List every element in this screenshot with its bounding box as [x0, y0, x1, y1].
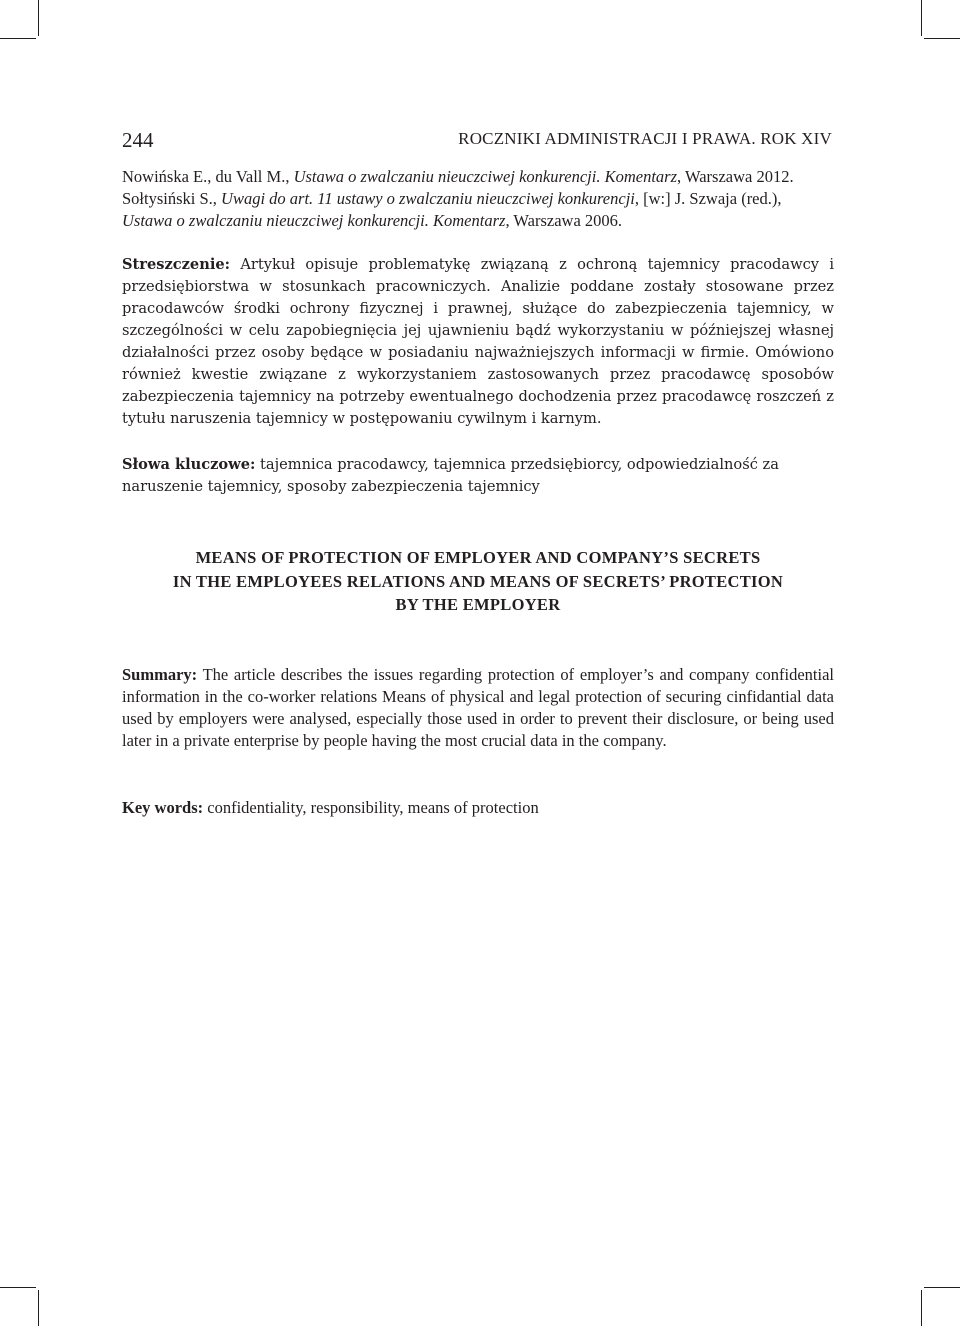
title-line: IN THE EMPLOYEES RELATIONS AND MEANS OF SECRETS’ PROTECTION: [172, 571, 784, 591]
reference-item: [122, 166, 834, 188]
crop-mark: [38, 0, 39, 36]
keywords-polish: [122, 454, 834, 498]
reference-text: Nowińska E., du Vall M.,: [122, 167, 294, 186]
reference-text: , Warszawa 2006.: [505, 211, 623, 230]
key-words-label: Key words:: [122, 798, 204, 817]
abstract-text: Artykuł opisuje problematykę związaną z ochroną tajemnicy pracodawcy i przedsiębiorstwa w stosunkach pracowniczych. Analizie poddane zostały stosowane przez pracodawców środki ochrony fizycznej i prawnej, służące do zabezpieczenia tajemnicy, w szczególności w celu zapobiegnięcia jej ujawnieniu bądź wykorzystaniu w późniejszej własnej działalności przez osoby będące w posiadaniu najważniejszych informacji w firmie. Omówiono również kwestie związane z wykorzystaniem zastosowanych przez pracodawcę sposobów zabezpieczenia tajemnicy na potrzeby ewentualnego dochodzenia przez pracodawcę roszczeń z tytułu naruszenia tajemnicy w postępowaniu cywilnym i karnym.: [122, 256, 835, 427]
reference-item: [122, 188, 834, 232]
page-number: 244: [122, 128, 154, 152]
reference-text: Sołtysiński S.,: [122, 189, 222, 208]
crop-mark: [921, 1290, 922, 1326]
crop-mark: [924, 1287, 960, 1288]
reference-title: Ustawa o zwalczaniu nieuczciwej konkurencji. Komentarz: [293, 167, 678, 186]
journal-title: ROCZNIKI ADMINISTRACJI I PRAWA. ROK XIV: [458, 129, 832, 148]
english-title: [122, 546, 834, 617]
abstract-label: Streszczenie:: [122, 256, 231, 273]
crop-mark: [0, 1287, 36, 1288]
reference-text: , [w:] J. Szwaja (red.),: [634, 189, 782, 208]
reference-text: , Warszawa 2012.: [677, 167, 794, 186]
keywords-english: [122, 797, 834, 819]
abstract-english: [122, 664, 834, 752]
crop-mark: [0, 38, 36, 39]
keywords-text: tajemnica pracodawcy, tajemnica przedsiębiorcy, odpowiedzialność za naruszenie tajemnicy, sposoby zabezpieczenia tajemnicy: [122, 456, 779, 495]
crop-mark: [921, 0, 922, 36]
summary-text: The article describes the issues regarding protection of employer’s and company confidential information in the co-worker relations Means of physical and legal protection of securing cinfidantial data used by employers were analysed, especially those used in order to prevent their disclosure, or being used later in a private enterprise by people having the most crucial data in the company.: [122, 665, 835, 750]
key-words-text: confidentiality, responsibility, means of protection: [207, 798, 539, 817]
keywords-label: Słowa kluczowe:: [122, 456, 256, 473]
crop-mark: [38, 1290, 39, 1326]
running-header: [122, 126, 832, 162]
summary-label: Summary:: [122, 665, 198, 684]
crop-mark: [924, 38, 960, 39]
title-line: MEANS OF PROTECTION OF EMPLOYER AND COMPANY’S SECRETS: [195, 548, 761, 567]
abstract-polish: [122, 254, 834, 430]
reference-title: Ustawa o zwalczaniu nieuczciwej konkurencji. Komentarz: [122, 211, 506, 230]
reference-title: Uwagi do art. 11 ustawy o zwalczaniu nieuczciwej konkurencji: [221, 189, 635, 208]
reference-list: [122, 166, 834, 232]
title-line: BY THE EMPLOYER: [395, 595, 561, 614]
